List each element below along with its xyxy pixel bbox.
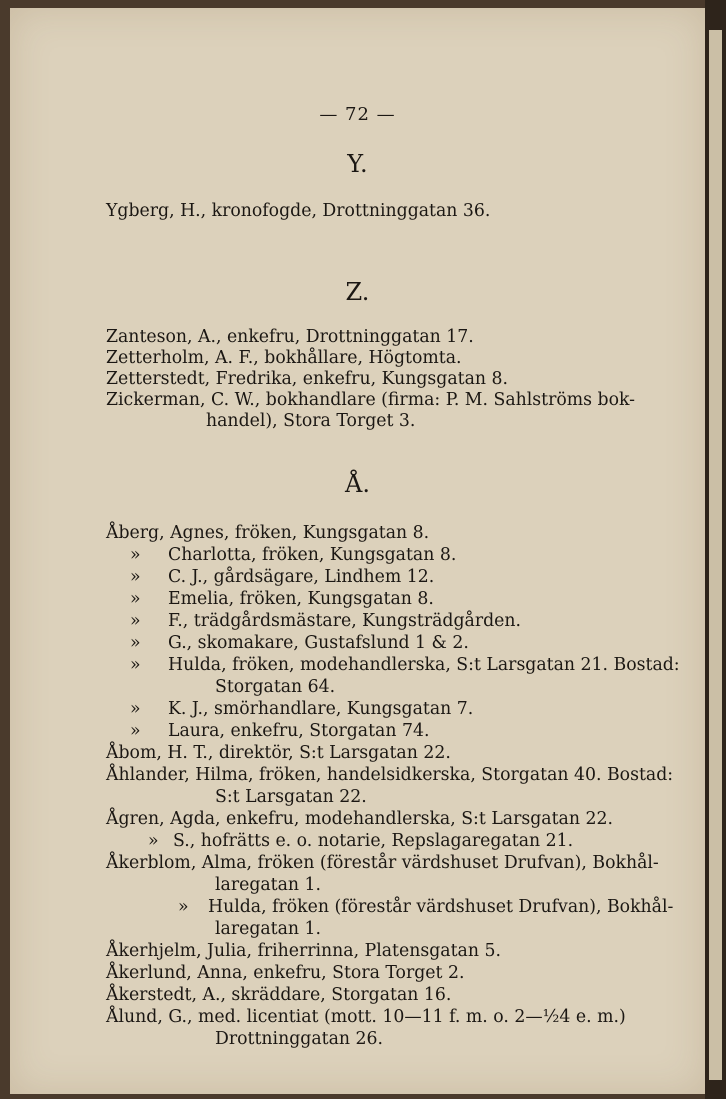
list-item: Laura, enkefru, Storgatan 74. (168, 721, 430, 741)
page-edge (705, 0, 726, 1099)
ditto-mark: » (130, 545, 141, 565)
ditto-mark: » (130, 633, 141, 653)
list-item: Charlotta, fröken, Kungsgatan 8. (168, 545, 457, 565)
list-item: Ålund, G., med. licentiat (mott. 10—11 f. m. o. 2—½4 e. m.) (106, 1007, 626, 1027)
list-item: Åberg, Agnes, fröken, Kungsgatan 8. (106, 523, 430, 543)
page-number: — 72 — (319, 104, 396, 125)
list-item: Åbom, H. T., direktör, S:t Larsgatan 22. (106, 743, 451, 763)
ditto-mark: » (130, 699, 141, 719)
list-item: Ågren, Agda, enkefru, modehandlerska, S:t Larsgatan 22. (106, 809, 613, 829)
list-item-continuation: S:t Larsgatan 22. (215, 787, 367, 807)
list-item: Åkerblom, Alma, fröken (förestår värdshuset Drufvan), Bokhål- (106, 853, 659, 873)
list-item: Ygberg, H., kronofogde, Drottninggatan 36. (106, 201, 491, 221)
book-page (10, 8, 705, 1094)
list-item: Zickerman, C. W., bokhandlare (firma: P. M. Sahlströms bok- (106, 390, 635, 410)
list-item: K. J., smörhandlare, Kungsgatan 7. (168, 699, 474, 719)
ditto-mark: » (130, 567, 141, 587)
ditto-mark: » (130, 611, 141, 631)
ditto-mark: » (130, 721, 141, 741)
list-item: Åhlander, Hilma, fröken, handelsidkerska, Storgatan 40. Bostad: (106, 765, 674, 785)
list-item: G., skomakare, Gustafslund 1 & 2. (168, 633, 469, 653)
list-item-continuation: Storgatan 64. (215, 677, 336, 697)
section-heading-aa: Å. (345, 470, 370, 498)
list-item: Åkerhjelm, Julia, friherrinna, Platensgatan 5. (106, 941, 501, 961)
list-item-continuation: laregatan 1. (215, 875, 322, 895)
ditto-mark: » (130, 589, 141, 609)
list-item: Åkerlund, Anna, enkefru, Stora Torget 2. (106, 963, 465, 983)
ditto-mark: » (178, 897, 189, 917)
list-item: C. J., gårdsägare, Lindhem 12. (168, 567, 435, 587)
list-item: S., hofrätts e. o. notarie, Repslagaregatan 21. (173, 831, 574, 851)
list-item: Åkerstedt, A., skräddare, Storgatan 16. (106, 985, 452, 1005)
list-item-continuation: handel), Stora Torget 3. (206, 411, 416, 431)
ditto-mark: » (148, 831, 159, 851)
list-item: Zetterholm, A. F., bokhållare, Högtomta. (106, 348, 462, 368)
ditto-mark: » (130, 655, 141, 675)
section-heading-y: Y. (347, 150, 368, 178)
list-item: Hulda, fröken, modehandlerska, S:t Larsgatan 21. Bostad: (168, 655, 680, 675)
list-item: Zetterstedt, Fredrika, enkefru, Kungsgatan 8. (106, 369, 509, 389)
list-item: F., trädgårdsmästare, Kungsträdgården. (168, 611, 522, 631)
section-heading-z: Z. (345, 278, 370, 306)
list-item-continuation: laregatan 1. (215, 919, 322, 939)
list-item-continuation: Drottninggatan 26. (215, 1029, 383, 1049)
list-item: Hulda, fröken (förestår värdshuset Drufvan), Bokhål- (208, 897, 674, 917)
list-item: Emelia, fröken, Kungsgatan 8. (168, 589, 434, 609)
list-item: Zanteson, A., enkefru, Drottninggatan 17. (106, 327, 474, 347)
next-leaf-edge (709, 30, 722, 1080)
